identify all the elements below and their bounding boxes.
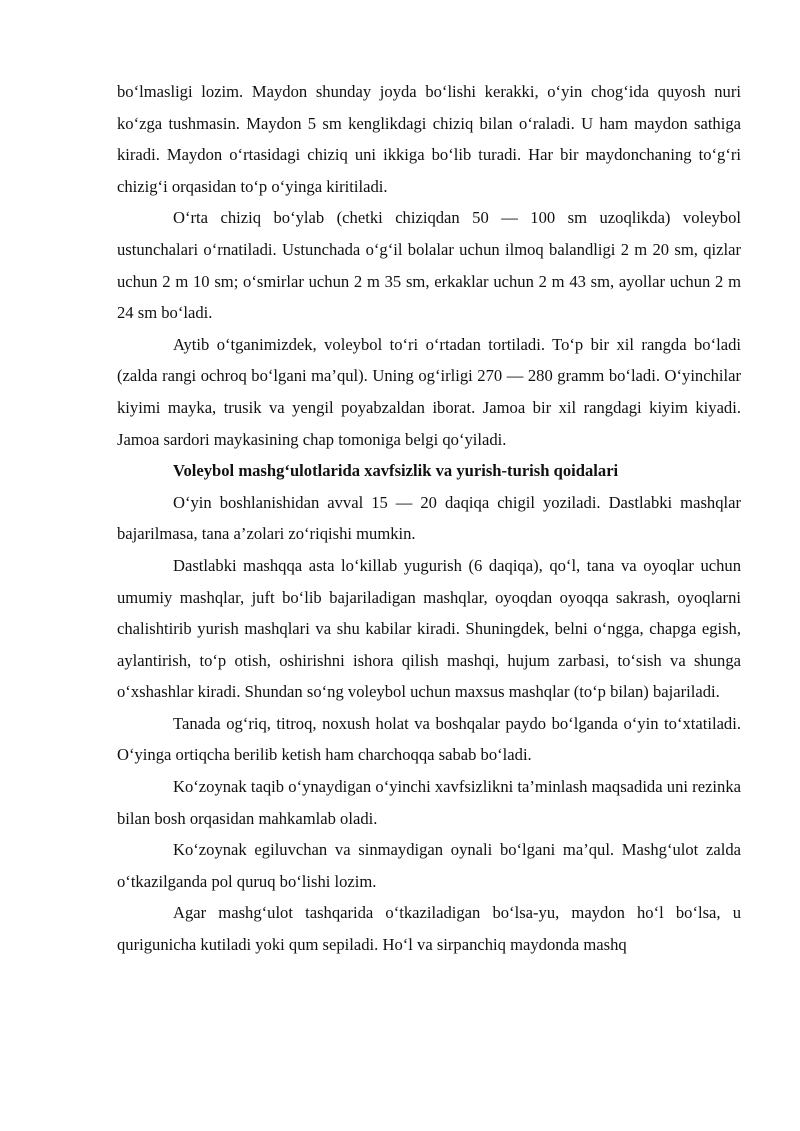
paragraph-glasses-floor: Ko‘zoynak egiluvchan va sinmaydigan oynali bo‘lgani ma’qul. Mashg‘ulot zalda o‘tkazilganda pol quruq bo‘lishi lozim. <box>117 840 741 891</box>
paragraph-stop-game: Tanada og‘riq, titroq, noxush holat va boshqalar paydo bo‘lganda o‘yin to‘xtatiladi. O‘yinga ortiqcha berilib ketish ham charchoqqa sabab bo‘ladi. <box>117 713 741 765</box>
section-heading: Voleybol mashg‘ulotlarida xavfsizlik va yurish-turish qoidalari <box>173 461 619 481</box>
paragraph-glasses-strap: Ko‘zoynak taqib o‘ynaydigan o‘yinchi xavfsizlikni ta’minlash maqsadida uni rezinka bilan bosh orqasidan mahkamlab oladi. <box>117 777 741 828</box>
document-body <box>117 76 741 961</box>
paragraph-post-heights: O‘rta chiziq bo‘ylab (chetki chiziqdan 50 — 100 sm uzoqlikda) voleybol ustunchalari o‘rnatiladi. Ustunchada o‘g‘il bolalar uchun ilmoq balandligi 2 m 20 sm, qizlar uchun 2 m 10 sm; o‘smirlar uchun 2 m 35 sm, erkaklar uchun 2 m 43 sm, ayollar uchun 2 m 24 sm bo‘ladi. <box>117 208 741 323</box>
paragraph-outdoor-field: Agar mashg‘ulot tashqarida o‘tkaziladigan bo‘lsa-yu, maydon ho‘l bo‘lsa, u qurigunicha kutiladi yoki qum sepiladi. Ho‘l va sirpanchiq maydonda mashq <box>117 903 741 955</box>
paragraph-warmup: O‘yin boshlanishidan avval 15 — 20 daqiqa chigil yoziladi. Dastlabki mashqlar bajarilmasa, tana a’zolari zo‘riqishi mumkin. <box>117 492 741 544</box>
paragraph-initial-exercises: Dastlabki mashqqa asta lo‘killab yugurish (6 daqiqa), qo‘l, tana va oyoqlar uchun umumiy mashqlar, juft bo‘lib bajariladigan mashqlar, oyoqdan oyoqqa sakrash, oyoqlarni chalishtirib yurish mashqlari va shu kabilar kiradi. Shuningdek, belni o‘ngga, chapga egish, aylantirish, to‘p otish, oshirishni ishora qilish mashqi, hujum zarbasi, to‘sish va shunga o‘xshashlar kiradi. Shundan so‘ng voleybol uchun maxsus mashqlar (to‘p bilan) bajariladi. <box>117 555 741 702</box>
paragraph-field-rules: bo‘lmasligi lozim. Maydon shunday joyda bo‘lishi kerakki, o‘yin chog‘ida quyosh nuri ko‘zga tushmasin. Maydon 5 sm kenglikdagi chiziq bilan o‘raladi. U ham maydon sathiga kiradi. Maydon o‘rtasidagi chiziq uni ikkiga bo‘lib turadi. Har bir maydonchaning to‘g‘ri chizig‘i orqasidan to‘p o‘yinga kiritiladi. <box>117 82 741 196</box>
paragraph-ball-and-uniform: Aytib o‘tganimizdek, voleybol to‘ri o‘rtadan tortiladi. To‘p bir xil rangda bo‘ladi (zalda rangi ochroq bo‘lgani ma’qul). Uning og‘irligi 270 — 280 gramm bo‘ladi. O‘yinchilar kiyimi mayka, trusik va yengil poyabzaldan iborat. Jamoa bir xil rangdagi kiyim kiyadi. Jamoa sardori maykasining chap tomoniga belgi qo‘yiladi. <box>117 334 741 449</box>
